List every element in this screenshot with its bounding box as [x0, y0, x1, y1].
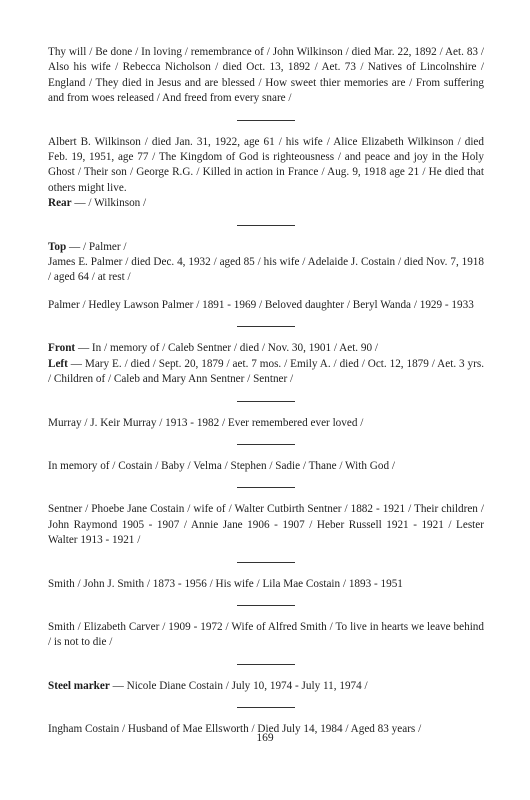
inscription-line: [48, 416, 484, 431]
inscription-text: Sentner / Phoebe Jane Costain / wife of / Walter Cutbirth Sentner / 1882 - 1921 / Their children / John Raymond 1905 - 1907 / Annie Jane 1906 - 1907 / Heber Russell 1921 - 1921 / Lester Walter 1913 - 1921 /: [48, 503, 484, 547]
position-label: Rear: [48, 197, 72, 210]
entry-divider: [237, 326, 295, 327]
entry-divider: [237, 444, 295, 445]
entry-divider: [237, 487, 295, 488]
position-label: Top: [48, 240, 67, 253]
entry-divider: [237, 401, 295, 402]
inscription-entry: [48, 298, 484, 313]
entry-divider: [237, 562, 295, 563]
position-label: Front: [48, 342, 76, 355]
inscription-text: James E. Palmer / died Dec. 4, 1932 / aged 85 / his wife / Adelaide J. Costain / died Nov. 7, 1918 / aged 64 / at rest /: [48, 256, 484, 284]
position-label: Steel marker: [48, 679, 110, 692]
inscription-line: [48, 45, 484, 107]
inscription-text: — / Palmer /: [66, 240, 127, 253]
inscription-line: [48, 502, 484, 548]
inscription-line: [48, 577, 484, 592]
inscription-line: [48, 298, 484, 313]
entry-divider: [237, 225, 295, 226]
page-number: 169: [256, 732, 274, 744]
inscription-text: Palmer / Hedley Lawson Palmer / 1891 - 1969 / Beloved daughter / Beryl Wanda / 1929 - 1933: [48, 298, 474, 311]
inscription-text: Smith / John J. Smith / 1873 - 1956 / His wife / Lila Mae Costain / 1893 - 1951: [48, 577, 403, 590]
inscription-entry: [48, 45, 484, 107]
inscription-entry: [48, 416, 484, 431]
inscription-entry: [48, 620, 484, 651]
inscription-line: [48, 620, 484, 651]
inscription-entry: [48, 577, 484, 592]
inscription-text: — / Wilkinson /: [71, 197, 147, 210]
inscription-text: Thy will / Be done / In loving / remembrance of / John Wilkinson / died Mar. 22, 1892 / Aet. 83 / Also his wife / Rebecca Nicholson / died Oct. 13, 1892 / Aet. 73 / Natives of Lincolnshire / England / They died in Jesus and are blessed / How sweet thier memories are / From suffering and from woes released / And freed from every snare /: [48, 46, 484, 105]
entry-gap: [48, 286, 484, 298]
inscription-text: — Nicole Diane Costain / July 10, 1974 - July 11, 1974 /: [109, 679, 368, 692]
inscription-entry: [48, 341, 484, 387]
inscription-entry: [48, 459, 484, 474]
inscription-line: [48, 357, 484, 388]
inscription-text: Albert B. Wilkinson / died Jan. 31, 1922, age 61 / his wife / Alice Elizabeth Wilkinson / died Feb. 19, 1951, age 77 / The Kingdom of God is righteousness / and peace and joy in the Holy Ghost / Their son / George R.G. / Killed in action in France / Aug. 9, 1918 age 21 / He died that others might live.: [48, 135, 484, 194]
inscription-entry: [48, 135, 484, 212]
inscription-entry: [48, 240, 484, 286]
inscription-line: [48, 196, 484, 211]
entry-divider: [237, 707, 295, 708]
inscription-text: Smith / Elizabeth Carver / 1909 - 1972 / Wife of Alfred Smith / To live in hearts we leave behind / is not to die /: [48, 620, 484, 649]
inscription-line: [48, 255, 484, 286]
entry-divider: [237, 120, 295, 121]
inscription-text: In memory of / Costain / Baby / Velma / Stephen / Sadie / Thane / With God /: [48, 459, 395, 472]
inscription-line: [48, 679, 484, 694]
inscription-text: — In / memory of / Caleb Sentner / died / Nov. 30, 1901 / Aet. 90 /: [75, 342, 378, 355]
inscription-entry: [48, 502, 484, 548]
inscription-text: Ingham Costain / Husband of Mae Ellsworth / Died July 14, 1984 / Aged 83 years /: [48, 723, 422, 736]
inscription-line: [48, 341, 484, 356]
inscription-list: [48, 45, 484, 738]
inscription-entry: [48, 679, 484, 694]
inscription-line: [48, 135, 484, 197]
entry-divider: [237, 664, 295, 665]
entry-divider: [237, 605, 295, 606]
inscription-text: Murray / J. Keir Murray / 1913 - 1982 / Ever remembered ever loved /: [48, 416, 364, 429]
inscription-line: [48, 459, 484, 474]
inscription-text: — Mary E. / died / Sept. 20, 1879 / aet. 7 mos. / Emily A. / died / Oct. 12, 1879 / Aet. 3 yrs. / Children of / Caleb and Mary Ann Sentner / Sentner /: [48, 357, 484, 386]
inscription-line: [48, 240, 484, 255]
position-label: Left: [48, 357, 68, 370]
